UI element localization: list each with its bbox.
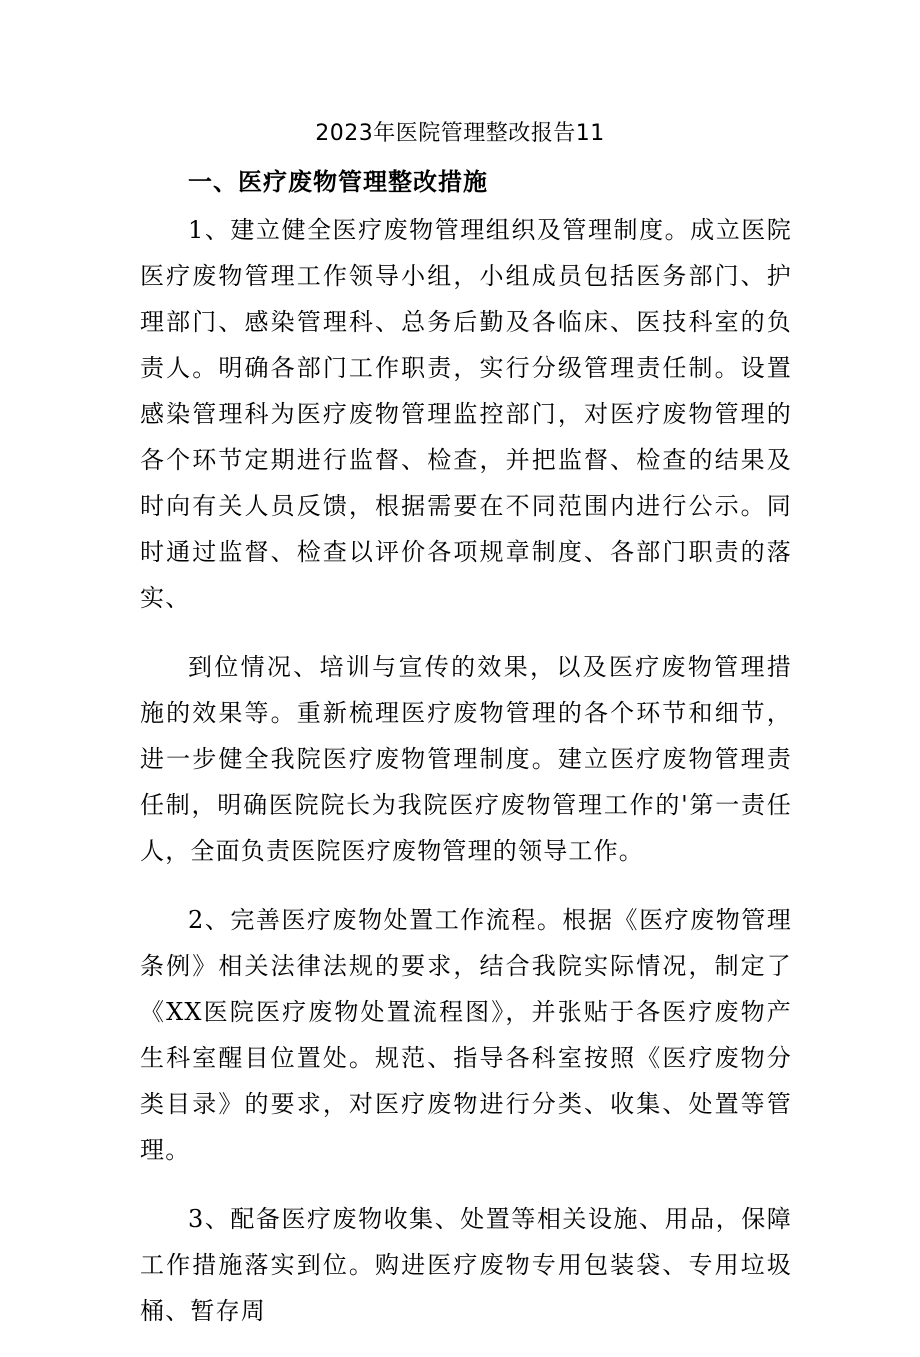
- paragraph: 2、完善医疗废物处置工作流程。根据《医疗废物管理条例》相关法律法规的要求，结合我院实际情况，制定了《XX医院医疗废物处置流程图》，并张贴于各医疗废物产生科室醒目位置处。规范、指导各科室按照《医疗废物分类目录》的要求，对医疗废物进行分类、收集、处置等管理。: [140, 906, 792, 1164]
- document-body: [140, 207, 792, 1357]
- section-heading: 一、医疗废物管理整改措施: [188, 168, 488, 196]
- paragraph: 3、配备医疗废物收集、处置等相关设施、用品，保障工作措施落实到位。购进医疗废物专用包装袋、专用垃圾桶、暂存周: [140, 1205, 792, 1325]
- document-title: 2023年医院管理整改报告11: [315, 121, 605, 146]
- paragraph: 到位情况、培训与宣传的效果，以及医疗废物管理措施的效果等。重新梳理医疗废物管理的各个环节和细节，进一步健全我院医疗废物管理制度。建立医疗废物管理责任制，明确医院院长为我院医疗废物管理工作的'第一责任人，全面负责医院医疗废物管理的领导工作。: [140, 653, 792, 865]
- paragraph: 1、建立健全医疗废物管理组织及管理制度。成立医院医疗废物管理工作领导小组，小组成员包括医务部门、护理部门、感染管理科、总务后勤及各临床、医技科室的负责人。明确各部门工作职责，实行分级管理责任制。设置感染管理科为医疗废物管理监控部门，对医疗废物管理的各个环节定期进行监督、检查，并把监督、检查的结果及时向有关人员反馈，根据需要在不同范围内进行公示。同时通过监督、检查以评价各项规章制度、各部门职责的落实、: [140, 216, 792, 612]
